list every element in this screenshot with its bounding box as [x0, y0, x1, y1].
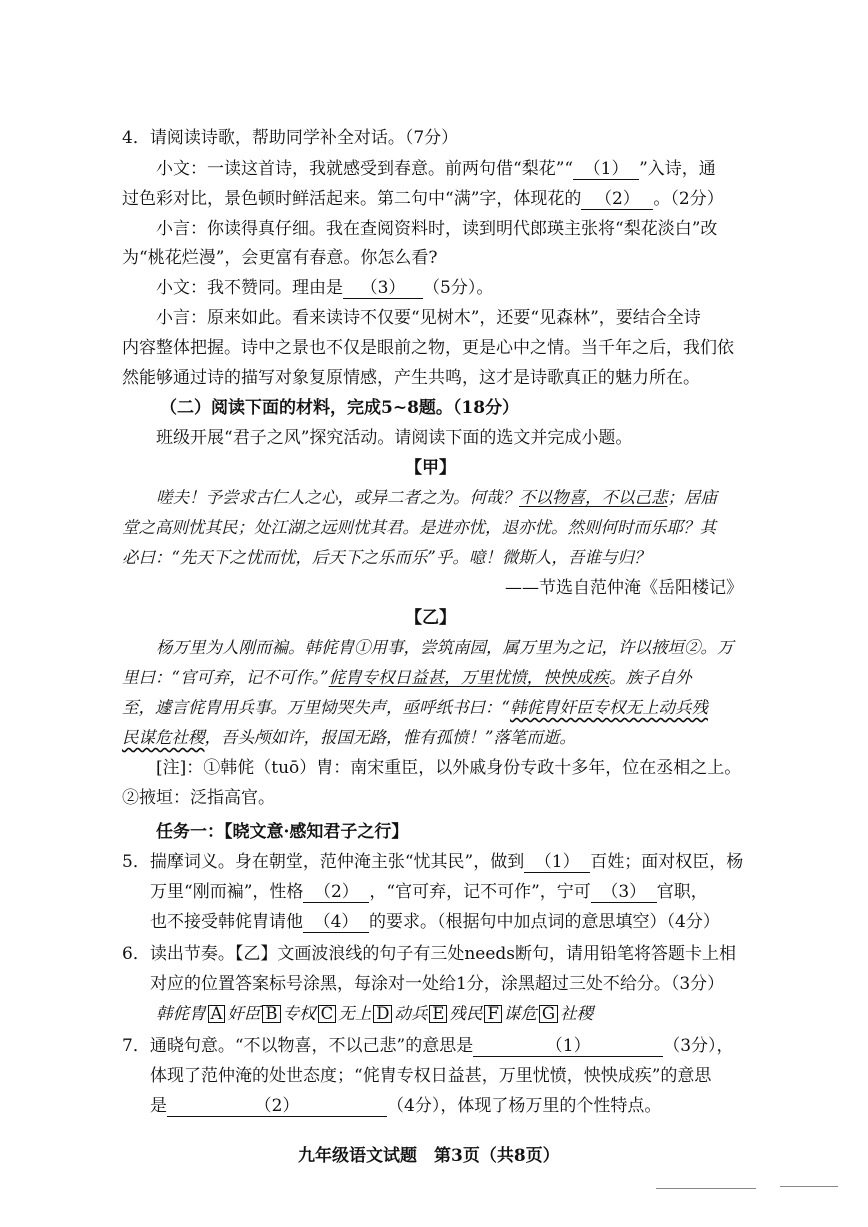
jia-line-3: 必曰：“先天下之忧而忧，后天下之乐而乐”乎。噫！微斯人，吾谁与归？: [122, 548, 651, 567]
q5-line-2: 万里“刚而褊”，性格 （2） ，“官可弃，记不可作”，宁可 （3） 官职，: [150, 882, 708, 902]
q5-line-3: 也不接受韩侂胄请他 （4） 的要求。（根据句中加点词的意思填空）（4分）: [150, 912, 720, 932]
q4-blank-3[interactable]: （3）: [343, 278, 423, 299]
jia-line-1: 嗟夫！予尝求古仁人之心，或异二者之为。何哉？不以物喜，不以己悲；居庙: [156, 488, 717, 507]
yi-note-1: [注]：①韩侂（tuō）胄：南宋重臣，以外戚身份专政十多年，位在丞相之上。: [156, 758, 742, 778]
q7-line-2: 体现了范仲淹的处世态度；“侂胄专权日益甚，万里忧愤，怏怏成疾”的意思: [150, 1066, 712, 1086]
q4-line-7: 内容整体把握。诗中之景也不仅是眼前之物，更是心中之情。当千年之后，我们依: [122, 338, 734, 358]
q6-option-F[interactable]: F: [484, 1005, 501, 1023]
q4-line-3: 小言：你读得真仔细。我在查阅资料时，读到明代郎瑛主张将“梨花淡白”改: [156, 219, 718, 239]
q4-blank-1[interactable]: （1）: [573, 159, 639, 180]
q5-blank-3[interactable]: （3）: [591, 882, 657, 903]
q6-option-G[interactable]: G: [539, 1005, 558, 1023]
q6-option-D[interactable]: D: [373, 1005, 392, 1023]
yi-title: 【乙】: [405, 608, 456, 628]
q7-blank-2[interactable]: （2）: [167, 1096, 387, 1117]
yi-line-1: 杨万里为人刚而褊。韩侂胄①用事，尝筑南园，属万里为之记，许以掖垣②。万: [156, 638, 734, 657]
yi-line-3: 至，遽言侂胄用兵事。万里恸哭失声，亟呼纸书曰：“韩侂胄奸臣专权无上动兵残: [122, 698, 708, 717]
scan-mark: [780, 1186, 838, 1187]
section2-intro: 班级开展“君子之风”探究活动。请阅读下面的选文并完成小题。: [156, 428, 633, 448]
q5-blank-2[interactable]: （2）: [303, 882, 369, 903]
q5-blank-1[interactable]: （1）: [524, 852, 590, 873]
task1-heading: 任务一：【晓文意·感知君子之行】: [156, 822, 409, 842]
q6-line-2: 对应的位置答案标号涂黑，每涂对一处给1分，涂黑超过三处不给分。（3分）: [150, 974, 725, 994]
q4-line-8: 然能够通过诗的描写对象复原情感，产生共鸣，这才是诗歌真正的魅力所在。: [122, 368, 700, 388]
section2-heading: （二）阅读下面的材料，完成5~8题。（18分）: [160, 398, 520, 418]
q5-line-1: 5．揣摩词义。身在朝堂，范仲淹主张“忧其民”，做到 （1） 百姓；面对权臣，杨: [122, 852, 744, 872]
page-footer: 九年级语文试题 第3页（共8页）: [298, 1146, 560, 1166]
q6-line-1: 6．读出节奏。【乙】文画波浪线的句子有三处needs断句，请用铅笔将答题卡上相: [122, 944, 736, 964]
q6-segment-line: 韩侂胄 A 奸臣 B 专权 C 无上 D 动兵 E 残民 F 谋危 G 社稷: [156, 1004, 594, 1023]
jia-title: 【甲】: [405, 458, 456, 478]
q7-line-3: 是 （2） （4分），体现了杨万里的个性特点。: [150, 1096, 662, 1116]
yi-wavy-sentence-1: 韩侂胄奸臣专权无上动兵残: [509, 698, 708, 717]
q4-blank-2[interactable]: （2）: [581, 189, 653, 210]
yi-wavy-sentence-2: 民谋危社稷: [122, 728, 205, 747]
yi-underlined-phrase: 侂胄专权日益甚，万里忧愤，怏怏成疾: [328, 668, 610, 687]
q4-line-6: 小言：原来如此。看来读诗不仅要“见树木”，还要“见森林”，要结合全诗: [156, 308, 701, 328]
q4-title: 4．请阅读诗歌，帮助同学补全对话。（7分）: [122, 128, 459, 148]
q6-option-A[interactable]: A: [208, 1005, 226, 1023]
yi-note-2: ②掖垣：泛指高官。: [122, 788, 275, 808]
q6-option-B[interactable]: B: [262, 1005, 280, 1023]
jia-line-2: 堂之高则忧其民；处江湖之远则忧其君。是进亦忧，退亦忧。然则何时而乐耶？其: [122, 518, 716, 537]
q6-option-E[interactable]: E: [429, 1005, 447, 1023]
yi-line-2: 里曰：“官可弃，记不可作。”侂胄专权日益甚，万里忧愤，怏怏成疾。族子自外: [122, 668, 692, 687]
jia-source: ——节选自范仲淹《岳阳楼记》: [505, 578, 743, 598]
q4-line-4: 为“桃花烂漫”，会更富有春意。你怎么看?: [122, 248, 438, 268]
q6-option-C[interactable]: C: [318, 1005, 337, 1023]
yi-line-4: 民谋危社稷，吾头颅如许，报国无路，惟有孤愤！”落笔而逝。: [122, 728, 576, 747]
q4-line-1: 小文：一读这首诗，我就感受到春意。前两句借“梨花”“ （1） ”入诗，通: [156, 159, 716, 179]
q5-blank-4[interactable]: （4）: [303, 912, 369, 933]
q4-line-5: 小文：我不赞同。理由是 （3） （5分）。: [156, 278, 494, 298]
q4-line-2: 过色彩对比，景色顿时鲜活起来。第二句中“满”字，体现花的 （2） 。（2分）: [122, 189, 724, 209]
q7-blank-1[interactable]: （1）: [473, 1036, 663, 1057]
scan-mark: [656, 1188, 756, 1189]
jia-underlined-phrase: 不以物喜，不以己悲: [519, 488, 668, 507]
q7-line-1: 7．通晓句意。“不以物喜，不以己悲”的意思是 （1） （3分），: [122, 1036, 734, 1056]
